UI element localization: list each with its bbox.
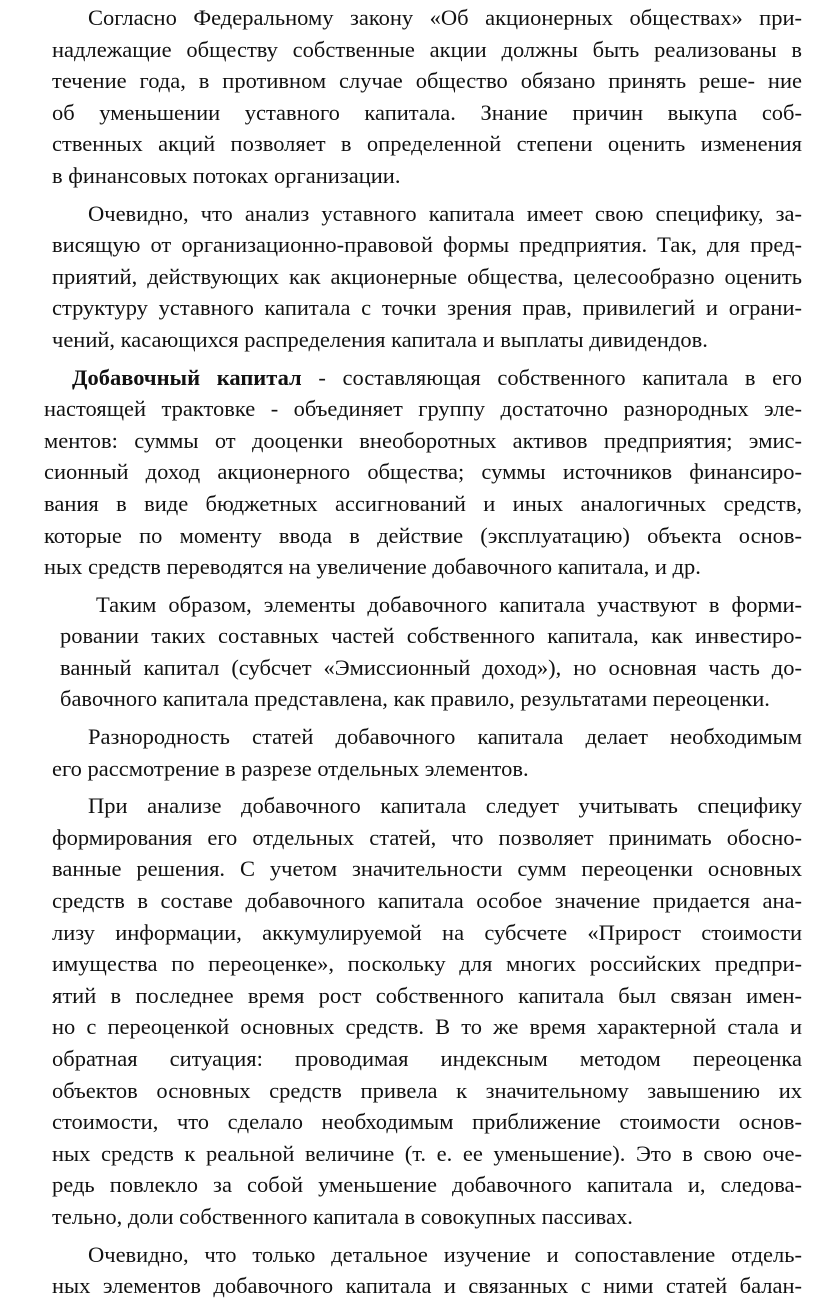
paragraph-line-text: - составляющая собственного капитала в его	[301, 364, 803, 390]
paragraph-line: сионный доход акционерного общества; суммы источников финансиро-	[44, 459, 802, 485]
paragraph-line: ванные решения. С учетом значительности сумм переоценки основных	[52, 856, 802, 882]
paragraph-line: Очевидно, что только детальное изучение и сопоставление отдель-	[88, 1241, 802, 1267]
paragraph-line: его рассмотрение в разрезе отдельных элементов.	[52, 755, 529, 781]
paragraph-line: ровании таких составных частей собственного капитала, как инвестиро-	[60, 623, 802, 649]
paragraph-line: средств в составе добавочного капитала особое значение придается ана-	[52, 888, 802, 914]
paragraph-line: объектов основных средств привела к значительному завышению их	[52, 1077, 802, 1103]
paragraph-line: ных элементов добавочного капитала и связанных с ними статей балан-	[52, 1273, 802, 1299]
paragraph-line: лизу информации, аккумулируемой на субсчете «Прирост стоимости	[52, 919, 802, 945]
paragraph-line: течение года, в противном случае общество обязано принять реше- ние	[52, 68, 802, 94]
paragraph-line: приятий, действующих как акционерные общества, целесообразно оценить	[52, 263, 802, 289]
document-page	[16, 2, 802, 1308]
paragraph-line: в финансовых потоках организации.	[52, 162, 401, 188]
paragraph-line: При анализе добавочного капитала следует учитывать специфику	[88, 793, 802, 819]
paragraph-line	[16, 362, 802, 394]
paragraph-line: редь повлекло за собой уменьшение добавочного капитала и, следова-	[52, 1172, 802, 1198]
paragraph-line: Очевидно, что анализ уставного капитала имеет свою специфику, за-	[88, 200, 802, 226]
paragraph-line: бавочного капитала представлена, как правило, результатами переоценки.	[60, 686, 770, 712]
paragraph-line: структуру уставного капитала с точки зрения прав, привилегий и ограни-	[52, 295, 802, 321]
paragraph-line: ванный капитал (субсчет «Эмиссионный доход»), но основная часть до-	[60, 654, 802, 680]
paragraph-line: надлежащие обществу собственные акции должны быть реализованы в	[52, 36, 802, 62]
paragraph-line: обратная ситуация: проводимая индексным методом переоценка	[52, 1046, 802, 1071]
paragraph-line: Согласно Федеральному закону «Об акционерных обществах» при-	[88, 5, 802, 30]
paragraph-line: ственных акций позволяет в определенной степени оценить изменения	[52, 131, 802, 157]
paragraph-line: ных средств переводятся на увеличение добавочного капитала, и др.	[44, 554, 701, 580]
defined-term: Добавочный капитал	[72, 364, 302, 390]
paragraph-line: формирования его отдельных статей, что позволяет принимать обосно-	[52, 824, 802, 850]
paragraph-line: Разнородность статей добавочного капитала делает необходимым	[88, 724, 802, 750]
paragraph-5	[16, 721, 802, 784]
paragraph-line: Таким образом, элементы добавочного капитала участвуют в форми-	[96, 591, 802, 617]
paragraph-3	[16, 362, 802, 583]
paragraph-1	[16, 2, 802, 192]
paragraph-line: ментов: суммы от дооценки внеоборотных активов предприятия; эмис-	[44, 427, 802, 453]
paragraph-line: настоящей трактовке - объединяет группу достаточно разнородных эле-	[44, 396, 802, 422]
paragraph-line: имущества по переоценке», поскольку для многих российских предпри-	[52, 951, 802, 977]
paragraph-line: об уменьшении уставного капитала. Знание причин выкупа соб-	[52, 99, 802, 125]
paragraph-line: вания в виде бюджетных ассигнований и иных аналогичных средств,	[44, 490, 802, 516]
paragraph-6	[16, 790, 802, 1232]
paragraph-7	[16, 1239, 802, 1302]
paragraph-line: ятий в последнее время рост собственного капитала был связан имен-	[52, 982, 802, 1008]
paragraph-line: тельно, доли собственного капитала в совокупных пассивах.	[52, 1203, 633, 1229]
paragraph-line: которые по моменту ввода в действие (эксплуатацию) объекта основ-	[44, 522, 802, 548]
paragraph-line: ных средств к реальной величине (т. е. ее уменьшение). Это в свою оче-	[52, 1140, 802, 1166]
paragraph-line: висящую от организационно-правовой формы предприятия. Так, для пред-	[52, 232, 802, 258]
paragraph-line: но с переоценкой основных средств. В то же время характерной стала и	[52, 1014, 802, 1040]
paragraph-line: стоимости, что сделало необходимым приближение стоимости основ-	[52, 1109, 802, 1135]
paragraph-4	[16, 589, 802, 715]
paragraph-2	[16, 198, 802, 356]
paragraph-line: чений, касающихся распределения капитала и выплаты дивидендов.	[52, 326, 708, 352]
